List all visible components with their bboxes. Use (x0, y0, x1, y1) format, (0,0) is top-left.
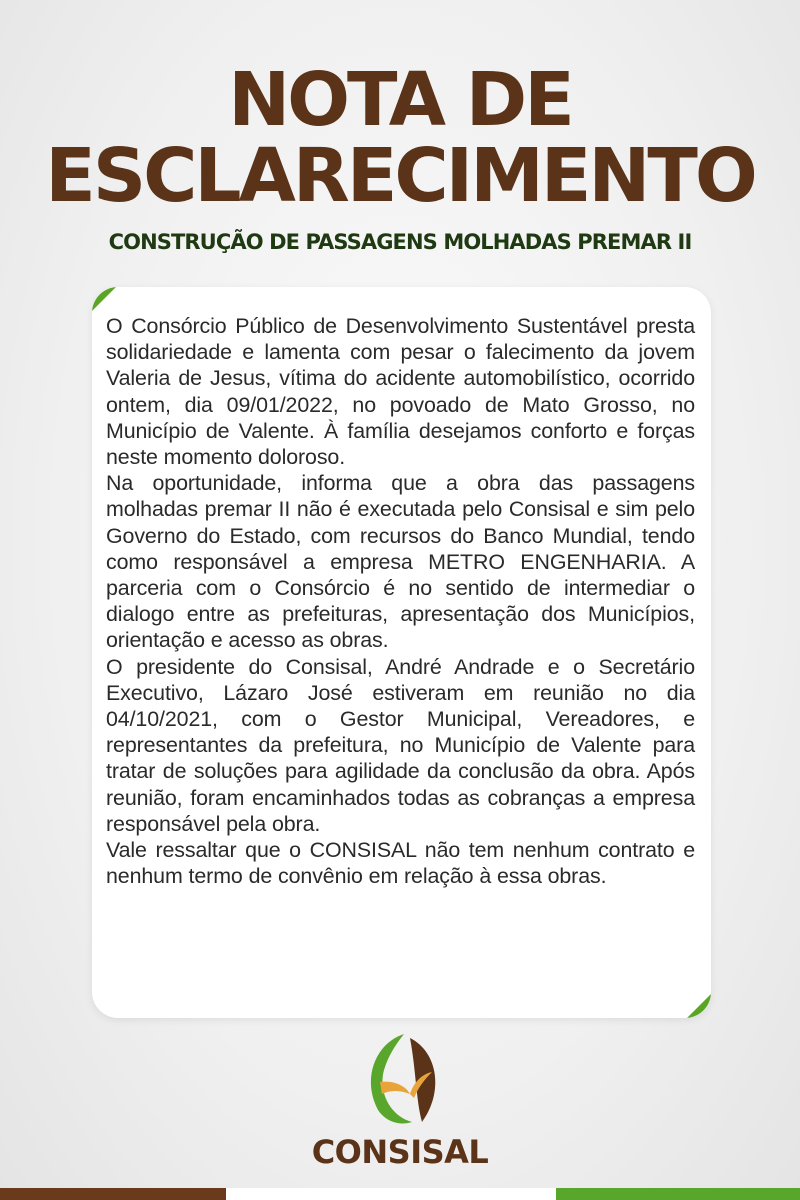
page-title-line-1: NOTA DE (228, 57, 572, 143)
note-paragraph: Na oportunidade, informa que a obra das passagens molhadas premar II não é executada pelo Consisal e sim pelo Governo do Estado, com recursos do Banco Mundial, tendo como responsável a empresa METRO ENGENHARIA. A parceria com o Consórcio é no sentido de intermediar o dialogo entre as prefeituras, apresentação dos Municípios, orientação e acesso as obras. (106, 471, 695, 653)
page-subtitle: CONSTRUÇÃO DE PASSAGENS MOLHADAS PREMAR II (108, 230, 692, 254)
footer-bar-white (226, 1188, 556, 1200)
brand-name: CONSISAL (311, 1133, 489, 1171)
footer-bar-green (556, 1188, 800, 1200)
note-card (92, 287, 711, 1018)
card-corner-accent-top-left (92, 287, 116, 311)
note-body (106, 313, 695, 889)
note-paragraph: O presidente do Consisal, André Andrade e o Secretário Executivo, Lázaro José estiveram em reunião no dia 04/10/2021, com o Gestor Municipal, Vereadores, e representantes da prefeitura, no Município de Valente para tratar de soluções para agilidade da conclusão da obra. Após reunião, foram encaminhados todas as cobranças a empresa responsável pela obra. (106, 654, 695, 836)
note-paragraph: Vale ressaltar que o CONSISAL não tem nenhum contrato e nenhum termo de convênio em relação à essa obras. (106, 838, 695, 889)
card-corner-accent-bottom-right (687, 994, 711, 1018)
footer-bar-brown (0, 1188, 226, 1200)
note-paragraph: O Consórcio Público de Desenvolvimento Sustentável presta solidariedade e lamenta com pesar o falecimento da jovem Valeria de Jesus, vítima do acidente automobilístico, ocorrido ontem, dia 09/01/2022, no povoado de Mato Grosso, no Município de Valente. À família desejamos conforto e forças neste momento doloroso. (106, 314, 695, 470)
consisal-leaf-logo-icon (360, 1030, 444, 1130)
page-title-line-2: ESCLARECIMENTO (45, 133, 755, 219)
